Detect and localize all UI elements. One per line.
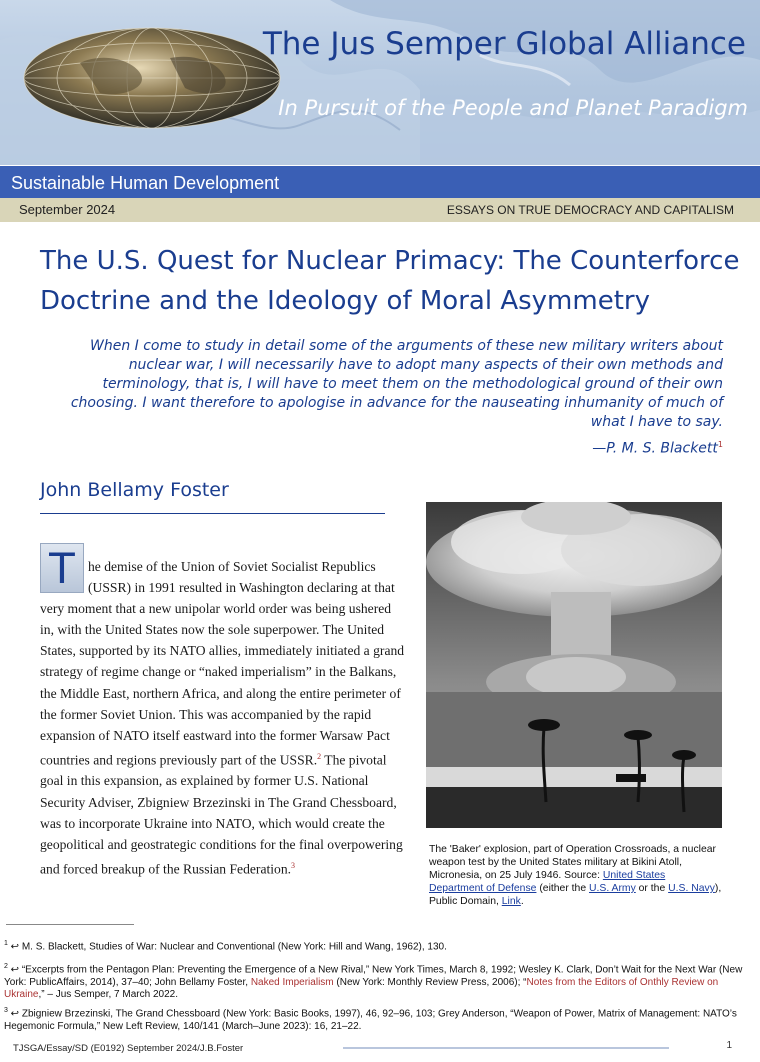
drop-cap: T xyxy=(40,543,84,593)
footnote-line xyxy=(4,961,760,977)
body-line: strategy of regime change or “naked imperialism” in the Balkans, xyxy=(40,664,397,680)
footnote-1 xyxy=(4,938,760,954)
footnote-text: ↩ Zbigniew Brzezinski, The Grand Chessboard (New York: Basic Books, 1997), 46, 92–96, 103; Grey Anderson, “Weapon of Power, Matrix of Management: NATO’s xyxy=(7,1008,737,1020)
body-line: was to incorporate Ukraine into NATO, which would create the xyxy=(40,815,385,831)
body-line: the former Soviet Union. This was accompanied by the rapid xyxy=(40,706,372,722)
caption-line: The 'Baker' explosion, part of Operation Crossroads, a nuclear xyxy=(429,844,716,855)
body-line: States, supported by its NATO allies, immediately initiated a grand xyxy=(40,643,405,659)
footnote-number: 2 xyxy=(4,963,8,970)
footnote-line xyxy=(4,938,760,954)
footnote-line xyxy=(4,977,760,990)
caption-text: (either the xyxy=(536,883,589,894)
attribution-text: —P. M. S. Blackett xyxy=(592,440,718,457)
body-line: very moment that a new unipolar world order was being ushered xyxy=(40,601,392,617)
caption-text: . xyxy=(520,896,524,907)
footnote-divider xyxy=(6,924,134,925)
body-line xyxy=(40,855,420,880)
footnote-2 xyxy=(4,961,760,1002)
author-divider xyxy=(40,513,385,514)
caption-text: Micronesia, on 25 July 1946. Source: xyxy=(429,870,603,881)
footnote-number: 1 xyxy=(4,940,8,947)
body-line: goal in this expansion, as explained by former U.S. National xyxy=(40,773,369,789)
site-title: The Jus Semper Global Alliance xyxy=(262,26,746,62)
footnote-text: York: PublicAffairs, 2014), 37–40; John Bellamy Foster, xyxy=(4,976,251,988)
body-line: he demise of the Union of Soviet Socialist Republics xyxy=(88,559,376,574)
footer-divider xyxy=(343,1047,669,1049)
site-banner xyxy=(0,0,760,165)
footnote-line xyxy=(4,1005,760,1021)
globe-logo-icon xyxy=(10,18,295,138)
footnote-3 xyxy=(4,1005,760,1033)
footnote-line xyxy=(4,989,760,1002)
caption-link-army[interactable]: U.S. Army xyxy=(589,883,636,894)
footnote-text: ↩ M. S. Blackett, Studies of War: Nuclear and Conventional (New York: Hill and Wang, 1962), 130. xyxy=(7,941,447,953)
footer-doc-id: TJSGA/Essay/SD (E0192) September 2024/J.B.Foster xyxy=(13,1043,244,1054)
section-bar xyxy=(0,166,760,198)
title-line-2: Doctrine and the Ideology of Moral Asymmetry xyxy=(40,286,650,316)
body-text-fragment: and forced breakup of the Russian Federation. xyxy=(40,861,292,877)
body-line: geopolitical and geostrategic conditions for the final overpowering xyxy=(40,836,403,852)
footnote-line: Hegemonic Formula,” New Left Review, 140/141 (March–June 2023): 16, 21–22. xyxy=(4,1020,362,1032)
epigraph-attribution xyxy=(592,440,723,457)
footnote-text: ,” – Jus Semper, 7 March 2022. xyxy=(38,989,178,1001)
title-line-1: The U.S. Quest for Nuclear Primacy: The Counterforce xyxy=(40,246,740,276)
body-line: (USSR) in 1991 resulted in Washington declaring at that xyxy=(88,580,395,596)
caption-line xyxy=(429,869,729,882)
article-body xyxy=(40,556,420,879)
caption-line xyxy=(429,895,729,908)
caption-text: or the xyxy=(635,883,669,894)
caption-text: ), xyxy=(714,883,722,894)
body-line: the Middle East, northern Africa, and along the entire perimeter of xyxy=(40,685,401,701)
page-number: 1 xyxy=(726,1040,732,1051)
caption-link-dod[interactable]: Department of Defense xyxy=(429,883,537,894)
notes-from-editors-link-cont[interactable]: Ukraine xyxy=(4,989,39,1001)
body-line: in, with the United States now the sole superpower. The United xyxy=(40,622,385,638)
epigraph: When I come to study in detail some of the arguments of these new military writers about nuclear war, I will necessarily have to adopt many aspects of their own methods and terminology, that is, I will have to meet them on the methodological ground of their own choosing. I want therefore to apologise in advance for the nauseating inhumanity of much of what I have to say. xyxy=(70,338,723,430)
photo-caption xyxy=(429,843,729,908)
body-line: expansion of NATO itself eastward into the former Warsaw Pact xyxy=(40,727,390,743)
caption-link-source[interactable]: Link xyxy=(501,896,521,907)
caption-line xyxy=(429,882,729,895)
footnote-text: (New York: Monthly Review Press, 2006); “ xyxy=(333,976,527,988)
caption-link-us[interactable]: United States xyxy=(602,870,666,881)
footnote-ref-3[interactable]: 3 xyxy=(291,860,296,870)
body-text-fragment: The pivotal xyxy=(321,752,387,768)
issue-date: September 2024 xyxy=(19,202,116,217)
caption-line: weapon test by the United States military at Bikini Atoll, xyxy=(429,857,682,868)
section-title: Sustainable Human Development xyxy=(11,173,280,193)
footnote-ref-1[interactable]: 1 xyxy=(717,440,723,449)
footnote-ref-2[interactable]: 2 xyxy=(317,751,322,761)
footnote-number: 3 xyxy=(4,1007,8,1014)
mushroom-cloud-photo xyxy=(426,502,722,828)
article-title xyxy=(40,241,740,321)
body-text-fragment: countries and regions previously part of the USSR. xyxy=(40,752,318,768)
author-name: John Bellamy Foster xyxy=(40,479,229,501)
notes-from-editors-link[interactable]: Notes from the Editors of Onthly Review on xyxy=(526,976,719,988)
naked-imperialism-link[interactable]: Naked Imperialism xyxy=(250,976,334,988)
body-line: Security Adviser, Zbigniew Brzezinski in The Grand Chessboard, xyxy=(40,794,397,810)
site-tagline: In Pursuit of the People and Planet Paradigm xyxy=(278,96,748,120)
series-label: ESSAYS ON TRUE DEMOCRACY AND CAPITALISM xyxy=(446,203,734,217)
body-line xyxy=(40,746,420,771)
caption-text: Public Domain, xyxy=(429,896,502,907)
footnote-text: ↩ “Excerpts from the Pentagon Plan: Preventing the Emergence of a New Rival,” New York Times, March 8, 1992; Wesley K. Clark, Don’t Wait for the Next War (New xyxy=(7,964,743,976)
caption-link-navy[interactable]: U.S. Navy xyxy=(668,883,715,894)
info-bar xyxy=(0,198,760,222)
